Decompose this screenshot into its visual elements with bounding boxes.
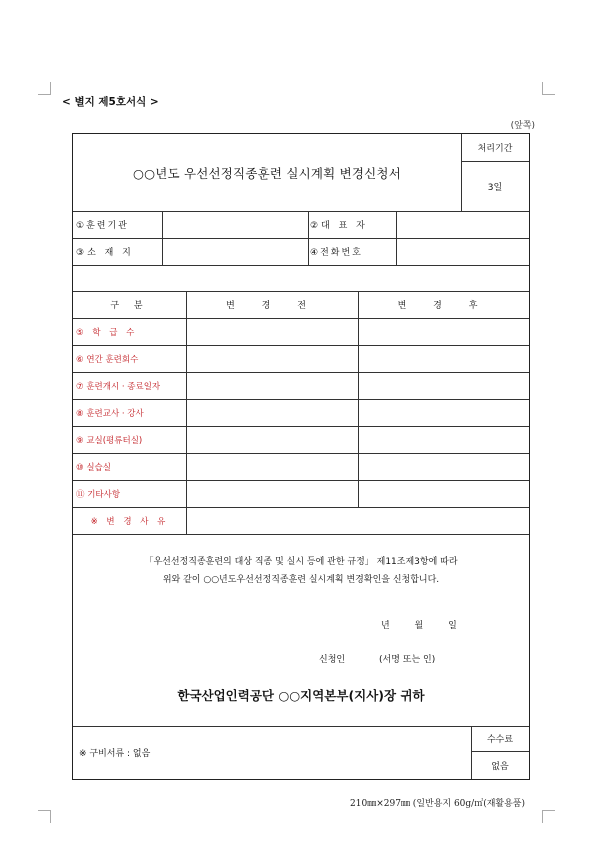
application-form xyxy=(72,133,530,780)
form-title: ○○년도 우선선정직종훈련 실시계획 변경신청서 xyxy=(133,165,401,181)
phone-label: ④전화번호 xyxy=(310,248,363,258)
header-after: 변 경 후 xyxy=(397,301,490,311)
crop-mark-top-left xyxy=(38,82,51,95)
other-before-field[interactable] xyxy=(187,480,358,507)
representative-field[interactable] xyxy=(397,211,529,238)
fee-label: 수수료 xyxy=(486,735,514,745)
row-label-lab: ⑩ 실습실 xyxy=(76,462,111,473)
address-label: ③소 재 지 xyxy=(76,248,134,258)
row-label-instructors: ⑧ 훈련교사 · 강사 xyxy=(76,408,144,419)
classroom-before-field[interactable] xyxy=(187,426,358,453)
change-reason-field[interactable] xyxy=(187,507,529,534)
start-end-date-after-field[interactable] xyxy=(359,372,529,399)
instructors-after-field[interactable] xyxy=(359,399,529,426)
statement-line-2: 위와 같이 ○○년도우선선정직종훈련 실시계획 변경확인을 신청합니다. xyxy=(162,574,440,585)
crop-mark-bottom-left xyxy=(38,810,51,823)
start-end-date-before-field[interactable] xyxy=(187,372,358,399)
header-before: 변 경 전 xyxy=(226,301,318,311)
change-reason-label: ※ 변 경 사 유 xyxy=(90,516,169,527)
processing-period-label: 처리기간 xyxy=(477,144,513,154)
applicant-label: 신청인 xyxy=(319,654,346,665)
required-documents: ※ 구비서류 : 없음 xyxy=(79,749,151,759)
row-label-start-end-date: ⑦ 훈련개시 · 종료일자 xyxy=(76,381,161,392)
phone-field[interactable] xyxy=(397,238,529,265)
page-side-note: (앞쪽) xyxy=(510,121,535,131)
row-label-class-count: ⑤ 학 급 수 xyxy=(76,327,138,338)
training-org-field[interactable] xyxy=(163,211,308,238)
annual-sessions-before-field[interactable] xyxy=(187,345,358,372)
processing-period-value: 3일 xyxy=(487,182,503,193)
class-count-before-field[interactable] xyxy=(187,318,358,345)
form-number-label: < 별지 제5호서식 > xyxy=(62,96,159,108)
application-date[interactable]: 년 월 일 xyxy=(381,620,457,631)
paper-spec-footer: 210㎜×297㎜ (일반용지 60g/㎡(재활용품) xyxy=(350,799,525,809)
statement-line-1: 「우선선정직종훈련의 대상 직종 및 실시 등에 관한 규정」 제11조제3항에 따라 xyxy=(144,556,458,567)
representative-label: ②대 표 자 xyxy=(310,221,368,231)
signature-placeholder[interactable]: (서명 또는 인) xyxy=(379,654,436,665)
address-field[interactable] xyxy=(163,238,308,265)
crop-mark-top-right xyxy=(542,82,555,95)
annual-sessions-after-field[interactable] xyxy=(359,345,529,372)
row-label-annual-sessions: ⑥ 연간 훈련회수 xyxy=(76,354,139,365)
divider xyxy=(73,265,529,266)
row-label-classroom: ⑨ 교실(평류터실) xyxy=(76,435,143,446)
divider xyxy=(73,534,529,535)
lab-before-field[interactable] xyxy=(187,453,358,480)
class-count-after-field[interactable] xyxy=(359,318,529,345)
fee-value: 없음 xyxy=(491,761,509,772)
crop-mark-bottom-right xyxy=(542,810,555,823)
other-after-field[interactable] xyxy=(359,480,529,507)
header-category: 구 분 xyxy=(110,301,149,311)
row-label-other: ⑪ 기타사항 xyxy=(76,489,121,500)
training-org-label: ①훈련기관 xyxy=(76,221,129,231)
lab-after-field[interactable] xyxy=(359,453,529,480)
classroom-after-field[interactable] xyxy=(359,426,529,453)
instructors-before-field[interactable] xyxy=(187,399,358,426)
addressee: 한국산업인력공단 ○○지역본부(지사)장 귀하 xyxy=(177,688,425,703)
